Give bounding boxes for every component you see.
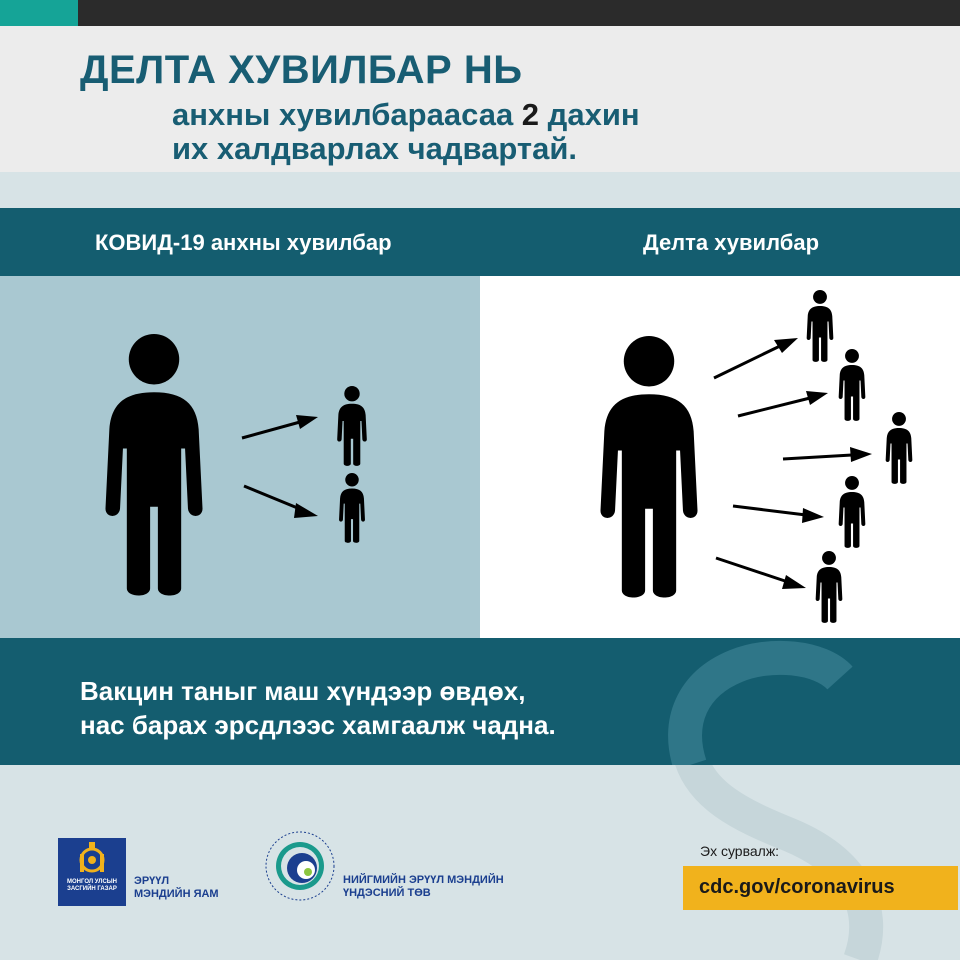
infected-person-icon	[816, 551, 843, 623]
header	[0, 26, 960, 172]
source-person-icon	[600, 336, 697, 598]
arrow-icon	[783, 447, 872, 462]
page-subtitle	[172, 98, 640, 166]
arrow-icon	[242, 415, 318, 438]
top-bar	[0, 0, 960, 26]
vaccine-message	[80, 674, 556, 742]
original-variant-panel	[0, 276, 480, 638]
ministry-logo-caption: МОНГОЛ УЛСЫН ЗАСГИЙН ГАЗАР	[67, 879, 117, 892]
arrow-icon	[244, 486, 318, 518]
footer	[0, 765, 960, 960]
vaccine-message-band	[0, 638, 960, 765]
original-variant-illustration	[0, 276, 480, 638]
public-health-center-name	[343, 874, 504, 900]
public-health-center-emblem-icon	[262, 828, 338, 904]
soyombo-emblem-icon	[58, 838, 126, 878]
arrow-icon	[714, 338, 798, 378]
infected-person-icon	[337, 386, 367, 466]
vaccine-message-line-2: нас барах эрсдлээс хамгаалж чадна.	[80, 710, 556, 740]
source-url: cdc.gov/coronavirus	[699, 876, 895, 898]
infected-person-icon	[839, 476, 866, 548]
arrow-icon	[738, 391, 828, 416]
infected-person-icon	[886, 412, 913, 484]
top-bar-accent	[0, 0, 78, 26]
public-health-center-logo	[262, 828, 338, 904]
subtitle-line-1-a: анхны хувилбараасаа	[172, 97, 522, 132]
comparison-label-band	[0, 208, 960, 276]
original-variant-label: КОВИД-19 анхны хувилбар	[95, 230, 392, 255]
delta-variant-illustration	[480, 276, 960, 638]
ministry-logo	[58, 838, 126, 906]
ministry-name-line-1: ЭРҮҮЛ	[134, 875, 170, 887]
delta-variant-panel	[480, 276, 960, 638]
decorative-watermark	[0, 765, 960, 960]
source-person-icon	[105, 334, 202, 596]
subtitle-line-2: их халдварлах чадвартай.	[172, 131, 578, 166]
public-health-center-name-line-2: ҮНДЭСНИЙ ТӨВ	[343, 887, 431, 899]
arrow-icon	[716, 558, 806, 589]
delta-variant-label: Делта хувилбар	[643, 230, 820, 255]
infected-person-icon	[339, 473, 365, 543]
arrow-icon	[733, 506, 824, 523]
vaccine-message-line-1: Вакцин таныг маш хүндээр өвдөх,	[80, 676, 526, 706]
source-label: Эх сурвалж:	[700, 843, 780, 859]
public-health-center-name-line-1: НИЙГМИЙН ЭРҮҮЛ МЭНДИЙН	[343, 874, 504, 886]
subtitle-multiplier: 2	[521, 97, 540, 132]
subtitle-line-1	[172, 98, 640, 132]
page-title: ДЕЛТА ХУВИЛБАР НЬ	[80, 48, 523, 92]
ministry-name-line-2: МЭНДИЙН ЯАМ	[134, 888, 219, 900]
subtitle-line-1-b: дахин	[539, 97, 640, 132]
ministry-name	[134, 875, 219, 901]
infected-person-icon	[807, 290, 834, 362]
infected-person-icon	[839, 349, 866, 421]
